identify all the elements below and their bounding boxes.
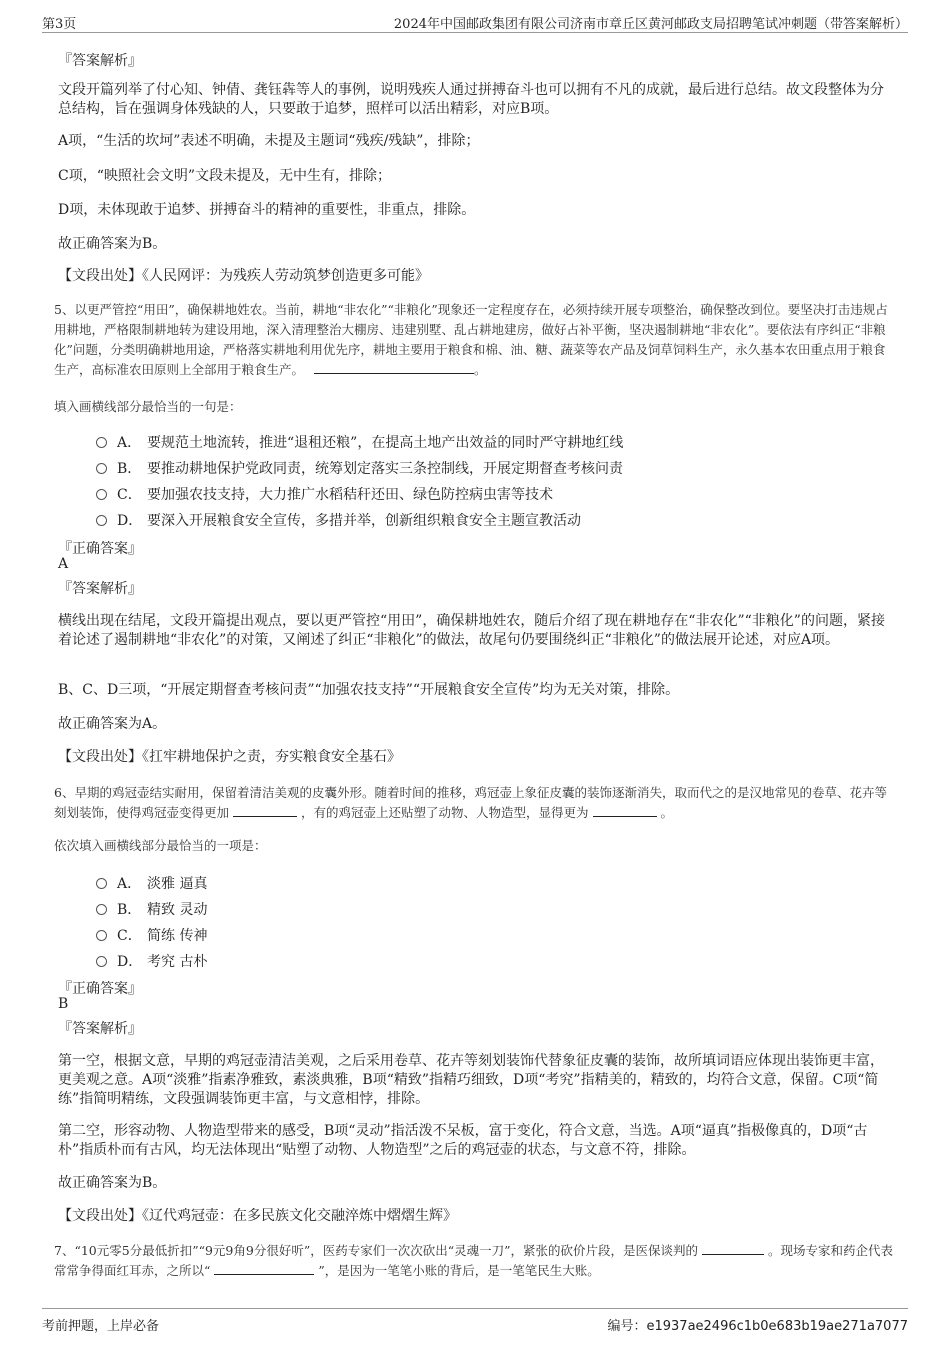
q7-blank-2[interactable] [214, 1262, 314, 1275]
radio-icon[interactable] [96, 463, 107, 474]
q4-analysis-label: 『答案解析』 [58, 53, 142, 69]
q6-prompt: 依次填入画横线部分最恰当的一项是： [54, 838, 267, 853]
q4-analysis-p2: A项，“生活的坎坷”表述不明确，未提及主题词“残疾/残缺”，排除； [58, 133, 480, 149]
q6-source: 【文段出处】《辽代鸡冠壶：在多民族文化交融淬炼中熠熠生辉》 [58, 1208, 457, 1224]
radio-icon[interactable] [96, 930, 107, 941]
q6-option-a[interactable]: A． 淡雅 逼真 [96, 873, 207, 893]
q6-answer: B [58, 996, 69, 1012]
q5-blank[interactable] [314, 361, 474, 374]
q6-stem: 6、早期的鸡冠壶结实耐用，保留着清洁美观的皮囊外形。随着时间的推移，鸡冠壶上象征皮囊的装饰逐渐消失，取而代之的是汉地常见的卷草、花卉等刻划装饰，使得鸡冠壶变得更加 ，有的鸡冠壶上还贴塑了动物、人物造型，显得更为 。 [54, 785, 887, 820]
q4-analysis-p1: 文段开篇列举了付心知、钟倩、龚钰犇等人的事例，说明残疾人通过拼搏奋斗也可以拥有不凡的成就，最后进行总结。故文段整体为分总结构，旨在强调身体残缺的人，只要敢于追梦，照样可以活出精彩，对应B项。 [58, 82, 884, 117]
q5-analysis-label: 『答案解析』 [58, 581, 142, 597]
radio-icon[interactable] [96, 437, 107, 448]
q6-conclusion: 故正确答案为B。 [58, 1175, 167, 1191]
q5-answer: A [58, 556, 69, 572]
q4-analysis-p3: C项，“映照社会文明”文段未提及，无中生有，排除； [58, 168, 392, 184]
q5-option-a[interactable]: A． 要规范土地流转，推进“退租还粮”，在提高土地产出效益的同时严守耕地红线 [96, 432, 623, 452]
q5-stem-text: 5、以更严管控“用田”，确保耕地姓农。当前，耕地“非农化”“非粮化”现象还一定程度存在，必须持续开展专项整治，确保整改到位。要坚决打击违规占用耕地，严格限制耕地转为建设用地，深入清理整治大棚房、违建别墅、乱占耕地建房，做好占补平衡，坚决遏制耕地“非农化”。要依法有序纠正“非粮化”问题，分类明确耕地用途，严格落实耕地利用优先序，耕地主要用于粮食和棉、油、糖、蔬菜等农产品及饲草饲料生产，永久基本农田重点用于粮食生产，高标准农田原则上全部用于粮食生产。 [54, 302, 888, 377]
footer-code: 编号：e1937ae2496c1b0e683b19ae271a7077 [607, 1319, 908, 1334]
q5-answer-label: 『正确答案』 [58, 541, 142, 557]
q5-source: 【文段出处】《扛牢耕地保护之责，夯实粮食安全基石》 [58, 749, 401, 765]
q5-conclusion: 故正确答案为A。 [58, 716, 167, 732]
page-header [42, 10, 908, 33]
q6-option-b[interactable]: B． 精致 灵动 [96, 899, 207, 919]
q6-blank-1[interactable] [233, 804, 297, 817]
q5-stem-end: 。 [474, 362, 487, 377]
radio-icon[interactable] [96, 878, 107, 889]
q4-conclusion: 故正确答案为B。 [58, 236, 167, 252]
q4-source: 【文段出处】《人民网评：为残疾人劳动筑梦创造更多可能》 [58, 268, 429, 284]
q6-answer-label: 『正确答案』 [58, 981, 142, 997]
radio-icon[interactable] [96, 956, 107, 967]
footer-slogan: 考前押题，上岸必备 [42, 1319, 160, 1334]
q6-blank-2[interactable] [593, 804, 657, 817]
radio-icon[interactable] [96, 489, 107, 500]
q7-stem: 7、“10元零5分最低折扣”“9元9角9分很好听”，医药专家们一次次砍出“灵魂一刀”，紧张的砍价片段，是医保谈判的 。现场专家和药企代表常常争得面红耳赤，之所以“ ”，是因为一笔笔小账的背后，是一笔笔民生大账。 [54, 1243, 894, 1278]
radio-icon[interactable] [96, 515, 107, 526]
document-title: 2024年中国邮政集团有限公司济南市章丘区黄河邮政支局招聘笔试冲刺题（带答案解析） [393, 17, 908, 32]
q4-analysis-p4: D项，未体现敢于追梦、拼搏奋斗的精神的重要性，非重点，排除。 [58, 202, 476, 218]
q6-analysis-label: 『答案解析』 [58, 1021, 142, 1037]
radio-icon[interactable] [96, 904, 107, 915]
q5-option-b[interactable]: B． 要推动耕地保护党政同责，统筹划定落实三条控制线，开展定期督查考核问责 [96, 458, 623, 478]
q5-analysis-p1: 横线出现在结尾，文段开篇提出观点，要以更严管控“用田”，确保耕地姓农，随后介绍了现在耕地存在“非农化”“非粮化”的问题，紧接着论述了遏制耕地“非农化”的对策，又阐述了纠正“非粮化”的做法，故尾句仍要围绕纠正“非粮化”的做法展开论述，对应A项。 [58, 613, 885, 648]
page-number: 第3页 [42, 17, 77, 32]
q6-analysis-p2: 第二空，形容动物、人物造型带来的感受，B项“灵动”指活泼不呆板，富于变化，符合文意，当选。A项“逼真”指极像真的，D项“古朴”指质朴而有古风，均无法体现出“贴塑了动物、人物造型”之后的鸡冠壶的状态，与文意不符，排除。 [58, 1123, 868, 1158]
q5-stem [54, 300, 894, 380]
q6-option-d[interactable]: D． 考究 古朴 [96, 951, 207, 971]
q5-option-c[interactable]: C． 要加强农技支持，大力推广水稻秸秆还田、绿色防控病虫害等技术 [96, 484, 553, 504]
page-footer [42, 1308, 908, 1333]
q6-analysis-p1: 第一空，根据文意，早期的鸡冠壶清洁美观，之后采用卷草、花卉等刻划装饰代替象征皮囊的装饰，故所填词语应体现出装饰更丰富，更美观之意。A项“淡雅”指素净雅致，素淡典雅，B项“精致”指精巧细致，D项“考究”指精美的，精致的，均符合文意，保留。C项“简练”指简明精练，文段强调装饰更丰富，与文意相悖，排除。 [58, 1053, 884, 1107]
q6-option-c[interactable]: C． 简练 传神 [96, 925, 207, 945]
q5-analysis-p2: B、C、D三项，“开展定期督查考核问责”“加强农技支持”“开展粮食安全宣传”均为无关对策，排除。 [58, 682, 680, 698]
q7-blank-1[interactable] [702, 1242, 764, 1255]
q5-prompt: 填入画横线部分最恰当的一句是： [54, 399, 242, 414]
q5-option-d[interactable]: D． 要深入开展粮食安全宣传，多措并举，创新组织粮食安全主题宣教活动 [96, 510, 581, 530]
